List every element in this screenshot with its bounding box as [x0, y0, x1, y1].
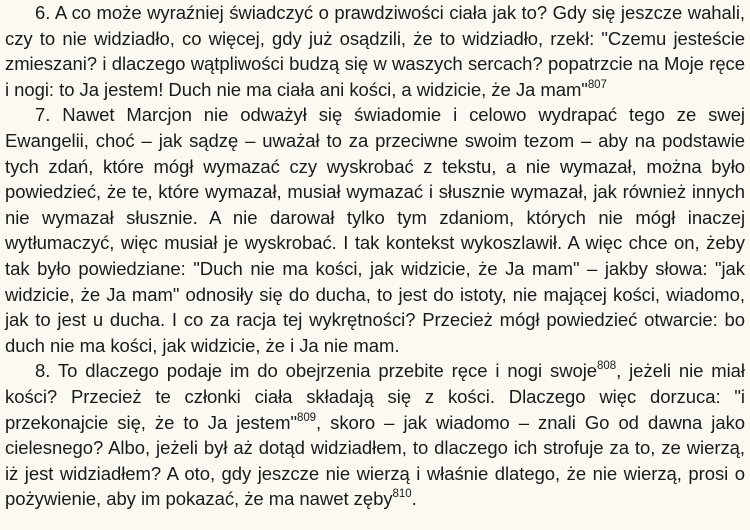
footnote-ref-809: 809	[296, 411, 317, 424]
paragraph-7-text: 7. Nawet Marcjon nie odważył się świadomie i celowo wydrapać tego ze swej Ewangelii, choć – jak sądzę – uważał to za przeciwne swoim tezom – aby na podstawie tych zdań, które mógł wymazać czy wyskrobać z tekstu, a nie wymazał, można było powiedzieć, że te, które wymazał, musiał wymazać i słusznie wymazał, jak również innych nie wymazał słusznie. A nie darował tylko tym zdaniom, których nie mógł inaczej wytłumaczyć, więc musiał je wyskrobać. I tak kontekst wykoszlawił. A więc chce on, żeby tak było powiedziane: "Duch nie ma kości, jak widzicie, że Ja mam" – jakby słowa: "jak widzicie, że Ja mam" odnosiły się do ducha, to jest do istoty, nie mającej kości, wiadomo, jak to jest u ducha. I co za racja tej wykrętności? Przecież mógł powiedzieć otwarcie: bo duch nie ma kości, jak widzicie, że i Ja nie mam.	[5, 104, 745, 356]
footnote-ref-810: 810	[392, 488, 412, 501]
paragraph-8-text-c: , skoro – jak wiadomo – znali Go od dawna jako cielesnego? Albo, jeżeli był aż dotąd widziadłem, to dlaczego ich strofuje za to, ze wierzą, iż jest widziadłem? A oto, gdy jeszcze nie wierzą i właśnie dlatego, że nie wierzą, prosi o pożywienie, aby im pokazać, że ma nawet zęby	[5, 411, 746, 510]
footnote-ref-807: 807	[587, 78, 607, 91]
paragraph-8-text-b: , jeżeli nie miał kości? Przecież te członki ciała składają się z kości. Dlaczego więc dorzuca: "i przekonajcie się, że to Ja jestem"	[5, 360, 745, 433]
paragraph-8-text-a: 8. To dlaczego podaje im do obejrzenia przebite ręce i nogi swoje	[35, 360, 598, 382]
paragraph-6-text: 6. A co może wyraźniej świadczyć o prawdziwości ciała jak to? Gdy się jeszcze wahali, czy to nie widziadło, co więcej, gdy już osądzili, że to widziadło, rzekł: "Czemu jesteście zmieszani? i dlaczego wątpliwości budzą się w waszych sercach? popatrzcie na Moje ręce i nogi: to Ja jestem! Duch nie ma ciała ani kości, a widzicie, że Ja mam"	[5, 2, 745, 100]
footnote-ref-808: 808	[597, 360, 617, 373]
paragraph-8	[5, 358, 745, 512]
paragraph-6	[5, 0, 745, 102]
paragraph-7	[5, 102, 745, 358]
paragraph-8-text-d: .	[411, 488, 417, 510]
